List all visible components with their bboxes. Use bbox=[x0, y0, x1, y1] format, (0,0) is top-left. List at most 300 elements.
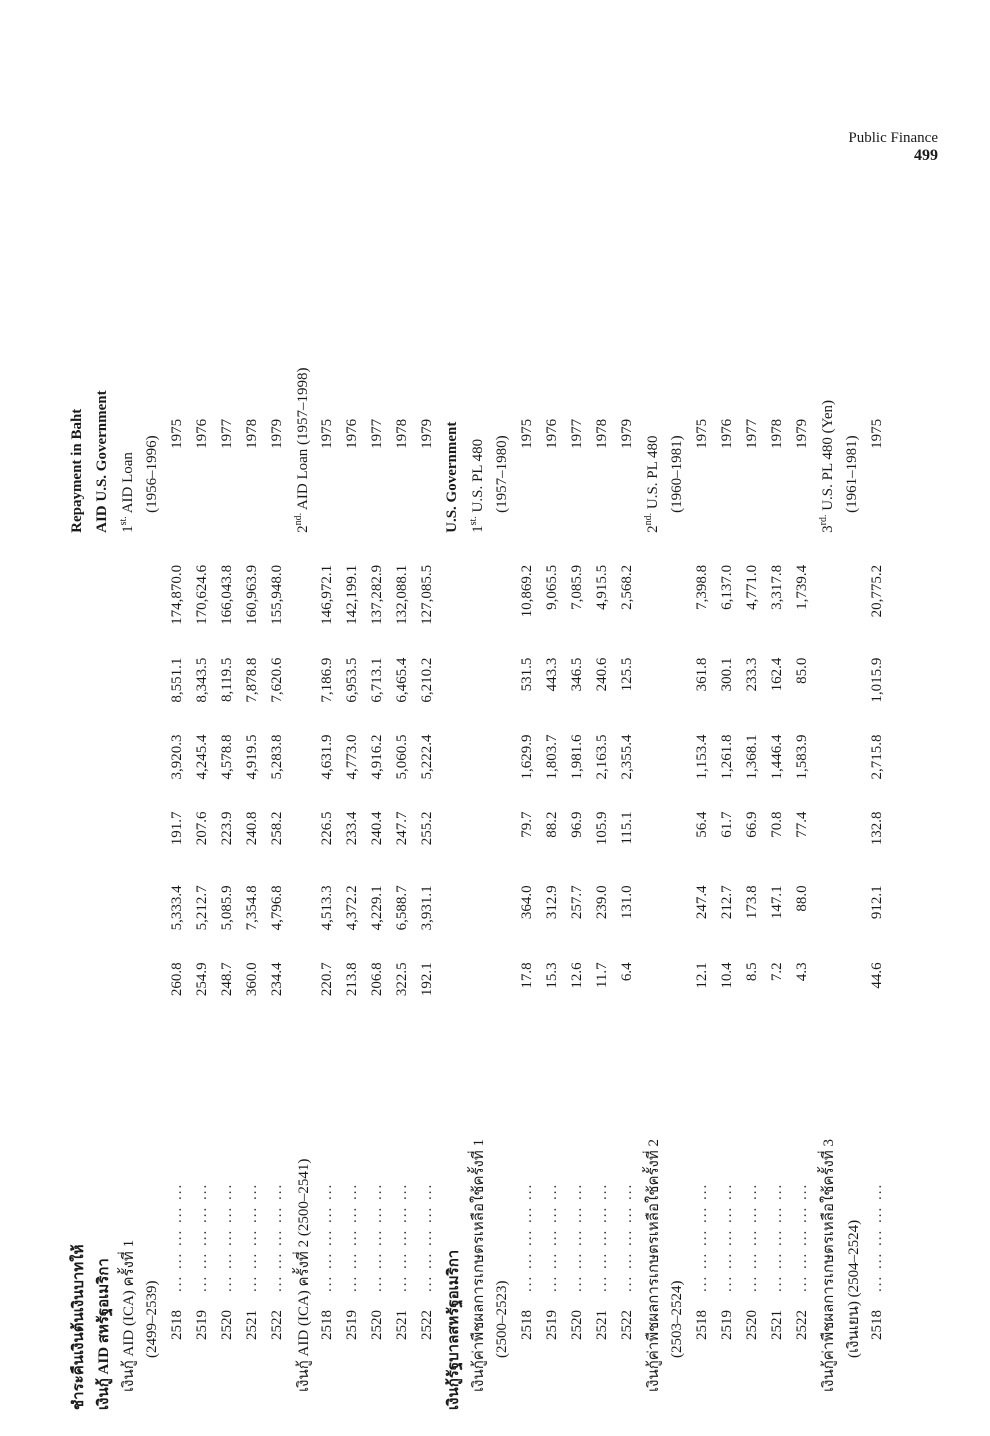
value-cell: 3,920.3 bbox=[169, 734, 185, 780]
value-cell: 77.4 bbox=[794, 811, 810, 838]
english-heading bbox=[140, 200, 165, 559]
leader-dots: ... ... ... ... ... bbox=[169, 1182, 185, 1292]
section-heading-row bbox=[815, 200, 840, 1420]
leader-dots: ... ... ... ... ... bbox=[269, 1182, 285, 1292]
value-cell: 132,088.1 bbox=[394, 564, 410, 625]
row-year-ad: 1977 bbox=[219, 418, 235, 449]
rotated-table-sheet bbox=[65, 200, 925, 1420]
empty-cell bbox=[290, 956, 315, 1030]
english-heading-text: (1956–1996) bbox=[144, 435, 160, 513]
value-cell: 5,060.5 bbox=[394, 734, 410, 780]
empty-cell bbox=[65, 805, 90, 879]
row-label bbox=[740, 1030, 765, 1420]
value-cell: 88.2 bbox=[544, 811, 560, 838]
value-cell: 10,869.2 bbox=[519, 564, 535, 618]
value-cell: 4,919.5 bbox=[244, 734, 260, 780]
value-cell: 255.2 bbox=[419, 811, 435, 846]
empty-cell bbox=[140, 879, 165, 956]
value-cell: 247.7 bbox=[394, 811, 410, 846]
row-label bbox=[715, 1030, 740, 1420]
row-year-ad: 1979 bbox=[619, 418, 635, 449]
value-cell: 4,915.5 bbox=[594, 564, 610, 610]
value-cell: 191.7 bbox=[169, 811, 185, 846]
empty-cell bbox=[290, 879, 315, 956]
repayment-table bbox=[65, 200, 890, 1420]
leader-dots: ... ... ... ... ... bbox=[369, 1182, 385, 1292]
empty-cell bbox=[90, 652, 115, 729]
empty-cell bbox=[440, 879, 465, 956]
leader-dots: ... ... ... ... ... bbox=[344, 1182, 360, 1292]
value-cell: 192.1 bbox=[419, 962, 435, 997]
value-cell: 105.9 bbox=[594, 811, 610, 846]
empty-cell bbox=[440, 805, 465, 879]
section-heading-row bbox=[640, 200, 665, 1420]
row-year-be: 2520 bbox=[744, 1310, 760, 1340]
table-row bbox=[790, 200, 815, 1420]
empty-cell bbox=[90, 559, 115, 652]
value-cell: 206.8 bbox=[369, 962, 385, 997]
table-row bbox=[540, 200, 565, 1420]
section-heading-row bbox=[140, 200, 165, 1420]
english-heading bbox=[490, 200, 515, 559]
empty-cell bbox=[140, 652, 165, 729]
row-label bbox=[790, 1030, 815, 1420]
value-cell: 56.4 bbox=[694, 811, 710, 838]
english-heading-text: 1 bbox=[120, 525, 136, 533]
empty-cell bbox=[490, 805, 515, 879]
row-year-ad: 1975 bbox=[694, 418, 710, 449]
table-row bbox=[865, 200, 890, 1420]
value-cell: 6,465.4 bbox=[394, 657, 410, 703]
ordinal-suffix: rd. bbox=[818, 514, 829, 526]
value-cell: 1,803.7 bbox=[544, 734, 560, 780]
empty-cell bbox=[640, 805, 665, 879]
value-cell: 132.8 bbox=[869, 811, 885, 846]
empty-cell bbox=[665, 879, 690, 956]
leader-dots: ... ... ... ... ... bbox=[419, 1182, 435, 1292]
empty-cell bbox=[290, 652, 315, 729]
table-row bbox=[390, 200, 415, 1420]
english-heading-rest: AID Loan (1957–1998) bbox=[295, 367, 311, 513]
section-heading-row bbox=[840, 200, 865, 1420]
empty-cell bbox=[140, 729, 165, 806]
english-heading bbox=[665, 200, 690, 559]
row-label bbox=[190, 1030, 215, 1420]
table-row bbox=[165, 200, 190, 1420]
table-row bbox=[615, 200, 640, 1420]
empty-cell bbox=[490, 559, 515, 652]
empty-cell bbox=[815, 879, 840, 956]
value-cell: 4,513.3 bbox=[319, 885, 335, 931]
english-heading-rest: U.S. PL 480 bbox=[470, 438, 486, 517]
value-cell: 6,588.7 bbox=[394, 885, 410, 931]
value-cell: 6,210.2 bbox=[419, 657, 435, 703]
value-cell: 346.5 bbox=[569, 657, 585, 692]
english-heading-text: 3 bbox=[820, 525, 836, 533]
row-label bbox=[540, 1030, 565, 1420]
thai-heading: เงินกู้ค่าพืชผลการเกษตรเหลือใช้ครั้งที่ 3 bbox=[820, 1138, 837, 1392]
empty-cell bbox=[290, 559, 315, 652]
table-row bbox=[565, 200, 590, 1420]
english-heading bbox=[290, 200, 315, 559]
value-cell: 1,153.4 bbox=[694, 734, 710, 780]
section-heading-row bbox=[65, 200, 90, 1420]
row-year-be: 2522 bbox=[794, 1310, 810, 1340]
value-cell: 240.8 bbox=[244, 811, 260, 846]
value-cell: 4,245.4 bbox=[194, 734, 210, 780]
value-cell: 300.1 bbox=[719, 657, 735, 692]
empty-cell bbox=[490, 729, 515, 806]
table-row bbox=[215, 200, 240, 1420]
row-label bbox=[215, 1030, 240, 1420]
row-label bbox=[340, 1030, 365, 1420]
row-year-be: 2518 bbox=[694, 1310, 710, 1340]
empty-cell bbox=[140, 956, 165, 1030]
row-year-ad: 1978 bbox=[244, 418, 260, 449]
thai-heading: (2499–2539) bbox=[144, 1280, 160, 1358]
empty-cell bbox=[465, 729, 490, 806]
leader-dots: ... ... ... ... ... bbox=[869, 1182, 885, 1292]
thai-heading: (เงินเยน) (2504–2524) bbox=[845, 1219, 862, 1358]
english-heading bbox=[465, 200, 490, 559]
table-row bbox=[190, 200, 215, 1420]
row-label bbox=[415, 1030, 440, 1420]
value-cell: 240.4 bbox=[369, 811, 385, 846]
empty-cell bbox=[65, 729, 90, 806]
row-year-ad: 1975 bbox=[869, 418, 885, 449]
empty-cell bbox=[440, 559, 465, 652]
row-year-be: 2522 bbox=[419, 1310, 435, 1340]
leader-dots: ... ... ... ... ... bbox=[519, 1182, 535, 1292]
table-row bbox=[340, 200, 365, 1420]
value-cell: 4,796.8 bbox=[269, 885, 285, 931]
empty-cell bbox=[465, 559, 490, 652]
value-cell: 85.0 bbox=[794, 657, 810, 684]
value-cell: 4,916.2 bbox=[369, 734, 385, 780]
value-cell: 3,317.8 bbox=[769, 564, 785, 610]
empty-cell bbox=[815, 559, 840, 652]
value-cell: 4.3 bbox=[794, 962, 810, 982]
empty-cell bbox=[115, 956, 140, 1030]
value-cell: 44.6 bbox=[869, 962, 885, 989]
row-year-be: 2520 bbox=[369, 1310, 385, 1340]
english-heading-text: AID U.S. Government bbox=[94, 390, 110, 533]
value-cell: 6,953.5 bbox=[344, 657, 360, 703]
row-year-be: 2519 bbox=[194, 1310, 210, 1340]
row-year-be: 2518 bbox=[869, 1310, 885, 1340]
value-cell: 360.0 bbox=[244, 962, 260, 997]
empty-cell bbox=[90, 729, 115, 806]
row-year-ad: 1979 bbox=[419, 418, 435, 449]
value-cell: 223.9 bbox=[219, 811, 235, 846]
row-label bbox=[590, 1030, 615, 1420]
value-cell: 20,775.2 bbox=[869, 564, 885, 618]
section-title: Public Finance bbox=[848, 130, 938, 146]
row-year-be: 2521 bbox=[769, 1310, 785, 1340]
row-label bbox=[765, 1030, 790, 1420]
english-heading bbox=[115, 200, 140, 559]
value-cell: 3,931.1 bbox=[419, 885, 435, 931]
empty-cell bbox=[140, 805, 165, 879]
empty-cell bbox=[815, 729, 840, 806]
row-year-ad: 1976 bbox=[194, 418, 210, 449]
empty-cell bbox=[440, 956, 465, 1030]
table-row bbox=[315, 200, 340, 1420]
value-cell: 1,446.4 bbox=[769, 734, 785, 780]
row-label bbox=[565, 1030, 590, 1420]
value-cell: 166,043.8 bbox=[219, 564, 235, 625]
value-cell: 11.7 bbox=[594, 962, 610, 989]
leader-dots: ... ... ... ... ... bbox=[619, 1182, 635, 1292]
empty-cell bbox=[815, 805, 840, 879]
row-year-ad: 1977 bbox=[744, 418, 760, 449]
page-number: 499 bbox=[914, 147, 938, 165]
row-label bbox=[165, 1030, 190, 1420]
value-cell: 5,222.4 bbox=[419, 734, 435, 780]
value-cell: 443.3 bbox=[544, 657, 560, 692]
value-cell: 2,715.8 bbox=[869, 734, 885, 780]
ordinal-suffix: nd. bbox=[293, 512, 304, 526]
value-cell: 531.5 bbox=[519, 657, 535, 692]
row-year-ad: 1976 bbox=[719, 418, 735, 449]
empty-cell bbox=[640, 879, 665, 956]
english-heading-text: 2 bbox=[295, 525, 311, 533]
empty-cell bbox=[115, 729, 140, 806]
value-cell: 88.0 bbox=[794, 885, 810, 912]
value-cell: 1,583.9 bbox=[794, 734, 810, 780]
table-row bbox=[740, 200, 765, 1420]
row-year-ad: 1976 bbox=[344, 418, 360, 449]
value-cell: 1,015.9 bbox=[869, 657, 885, 703]
table-row bbox=[515, 200, 540, 1420]
table-body bbox=[65, 200, 890, 1420]
value-cell: 2,355.4 bbox=[619, 734, 635, 780]
row-label bbox=[690, 1030, 715, 1420]
english-heading-text: (1957–1980) bbox=[494, 435, 510, 513]
section-heading-row bbox=[465, 200, 490, 1420]
value-cell: 6.4 bbox=[619, 962, 635, 982]
value-cell: 4,631.9 bbox=[319, 734, 335, 780]
row-year-ad: 1975 bbox=[519, 418, 535, 449]
empty-cell bbox=[490, 956, 515, 1030]
value-cell: 322.5 bbox=[394, 962, 410, 997]
row-year-be: 2518 bbox=[519, 1310, 535, 1340]
table-row bbox=[690, 200, 715, 1420]
value-cell: 254.9 bbox=[194, 962, 210, 997]
leader-dots: ... ... ... ... ... bbox=[244, 1182, 260, 1292]
value-cell: 1,368.1 bbox=[744, 734, 760, 780]
leader-dots: ... ... ... ... ... bbox=[769, 1182, 785, 1292]
row-label bbox=[515, 1030, 540, 1420]
leader-dots: ... ... ... ... ... bbox=[744, 1182, 760, 1292]
english-heading-text: (1961–1981) bbox=[844, 435, 860, 513]
value-cell: 8,119.5 bbox=[219, 657, 235, 703]
row-year-ad: 1976 bbox=[544, 418, 560, 449]
value-cell: 248.7 bbox=[219, 962, 235, 997]
value-cell: 4,372.2 bbox=[344, 885, 360, 931]
empty-cell bbox=[640, 652, 665, 729]
row-year-be: 2521 bbox=[244, 1310, 260, 1340]
leader-dots: ... ... ... ... ... bbox=[694, 1182, 710, 1292]
english-heading-text: Repayment in Baht bbox=[69, 408, 85, 533]
value-cell: 226.5 bbox=[319, 811, 335, 846]
empty-cell bbox=[140, 559, 165, 652]
empty-cell bbox=[490, 652, 515, 729]
empty-cell bbox=[465, 652, 490, 729]
value-cell: 96.9 bbox=[569, 811, 585, 838]
row-year-ad: 1978 bbox=[394, 418, 410, 449]
value-cell: 174,870.0 bbox=[169, 564, 185, 625]
value-cell: 912.1 bbox=[869, 885, 885, 920]
english-heading-rest: U.S. PL 480 (Yen) bbox=[820, 399, 836, 515]
row-year-be: 2522 bbox=[619, 1310, 635, 1340]
empty-cell bbox=[840, 559, 865, 652]
empty-cell bbox=[465, 956, 490, 1030]
value-cell: 6,713.1 bbox=[369, 657, 385, 703]
leader-dots: ... ... ... ... ... bbox=[319, 1182, 335, 1292]
empty-cell bbox=[290, 805, 315, 879]
empty-cell bbox=[90, 805, 115, 879]
table-row bbox=[240, 200, 265, 1420]
value-cell: 10.4 bbox=[719, 962, 735, 989]
empty-cell bbox=[840, 879, 865, 956]
value-cell: 12.6 bbox=[569, 962, 585, 989]
english-heading-text: U.S. Government bbox=[444, 421, 460, 533]
empty-cell bbox=[65, 652, 90, 729]
section-heading-row bbox=[490, 200, 515, 1420]
row-label bbox=[390, 1030, 415, 1420]
row-year-be: 2519 bbox=[544, 1310, 560, 1340]
value-cell: 173.8 bbox=[744, 885, 760, 920]
thai-heading: (2503–2524) bbox=[669, 1280, 685, 1358]
section-heading-row bbox=[115, 200, 140, 1420]
value-cell: 160,963.9 bbox=[244, 564, 260, 625]
row-year-be: 2518 bbox=[169, 1310, 185, 1340]
english-heading bbox=[640, 200, 665, 559]
row-year-ad: 1977 bbox=[369, 418, 385, 449]
empty-cell bbox=[815, 652, 840, 729]
empty-cell bbox=[290, 729, 315, 806]
empty-cell bbox=[65, 879, 90, 956]
value-cell: 131.0 bbox=[619, 885, 635, 920]
empty-cell bbox=[490, 879, 515, 956]
value-cell: 4,578.8 bbox=[219, 734, 235, 780]
thai-heading: เงินกู้ค่าพืชผลการเกษตรเหลือใช้ครั้งที่ 2 bbox=[645, 1138, 662, 1392]
section-heading-row bbox=[290, 200, 315, 1420]
empty-cell bbox=[665, 652, 690, 729]
empty-cell bbox=[65, 559, 90, 652]
value-cell: 9,065.5 bbox=[544, 564, 560, 610]
value-cell: 220.7 bbox=[319, 962, 335, 997]
value-cell: 257.7 bbox=[569, 885, 585, 920]
value-cell: 233.4 bbox=[344, 811, 360, 846]
english-heading-rest: AID Loan bbox=[120, 452, 136, 517]
empty-cell bbox=[640, 729, 665, 806]
empty-cell bbox=[665, 559, 690, 652]
value-cell: 5,333.4 bbox=[169, 885, 185, 931]
row-year-be: 2521 bbox=[394, 1310, 410, 1340]
value-cell: 8.5 bbox=[744, 962, 760, 982]
section-heading-row bbox=[90, 200, 115, 1420]
english-heading bbox=[815, 200, 840, 559]
row-year-ad: 1975 bbox=[319, 418, 335, 449]
empty-cell bbox=[115, 805, 140, 879]
value-cell: 15.3 bbox=[544, 962, 560, 989]
value-cell: 70.8 bbox=[769, 811, 785, 838]
value-cell: 127,085.5 bbox=[419, 564, 435, 625]
thai-heading: เงินกู้ AID สหรัฐอเมริกา bbox=[95, 1258, 112, 1410]
english-heading-text: 1 bbox=[470, 525, 486, 533]
value-cell: 212.7 bbox=[719, 885, 735, 920]
ordinal-suffix: nd. bbox=[643, 512, 654, 526]
english-heading bbox=[840, 200, 865, 559]
row-label bbox=[365, 1030, 390, 1420]
value-cell: 247.4 bbox=[694, 885, 710, 920]
value-cell: 1,739.4 bbox=[794, 564, 810, 610]
row-year-ad: 1977 bbox=[569, 418, 585, 449]
row-year-be: 2520 bbox=[219, 1310, 235, 1340]
value-cell: 8,343.5 bbox=[194, 657, 210, 703]
empty-cell bbox=[840, 956, 865, 1030]
value-cell: 312.9 bbox=[544, 885, 560, 920]
leader-dots: ... ... ... ... ... bbox=[394, 1182, 410, 1292]
table-row bbox=[715, 200, 740, 1420]
value-cell: 364.0 bbox=[519, 885, 535, 920]
value-cell: 1,629.9 bbox=[519, 734, 535, 780]
row-year-ad: 1978 bbox=[769, 418, 785, 449]
page-header bbox=[848, 130, 938, 166]
row-year-be: 2519 bbox=[719, 1310, 735, 1340]
empty-cell bbox=[115, 559, 140, 652]
value-cell: 7,398.8 bbox=[694, 564, 710, 610]
leader-dots: ... ... ... ... ... bbox=[219, 1182, 235, 1292]
value-cell: 361.8 bbox=[694, 657, 710, 692]
empty-cell bbox=[90, 879, 115, 956]
thai-heading: เงินกู้ค่าพืชผลการเกษตรเหลือใช้ครั้งที่ 1 bbox=[470, 1138, 487, 1392]
row-year-ad: 1979 bbox=[269, 418, 285, 449]
english-heading bbox=[440, 200, 465, 559]
thai-heading: เงินกู้ AID (ICA) ครั้งที่ 2 (2500–2541) bbox=[295, 1158, 312, 1392]
english-heading bbox=[65, 200, 90, 559]
row-year-ad: 1978 bbox=[594, 418, 610, 449]
value-cell: 162.4 bbox=[769, 657, 785, 692]
leader-dots: ... ... ... ... ... bbox=[719, 1182, 735, 1292]
ordinal-suffix: st. bbox=[118, 516, 129, 526]
english-heading-text: 2 bbox=[645, 525, 661, 533]
row-label bbox=[615, 1030, 640, 1420]
section-heading-row bbox=[440, 200, 465, 1420]
empty-cell bbox=[665, 805, 690, 879]
value-cell: 1,981.6 bbox=[569, 734, 585, 780]
value-cell: 1,261.8 bbox=[719, 734, 735, 780]
row-label bbox=[265, 1030, 290, 1420]
empty-cell bbox=[115, 879, 140, 956]
table-row bbox=[590, 200, 615, 1420]
row-label bbox=[865, 1030, 890, 1420]
value-cell: 6,137.0 bbox=[719, 564, 735, 610]
row-year-be: 2518 bbox=[319, 1310, 335, 1340]
value-cell: 233.3 bbox=[744, 657, 760, 692]
english-heading bbox=[90, 200, 115, 559]
value-cell: 2,568.2 bbox=[619, 564, 635, 610]
value-cell: 170,624.6 bbox=[194, 564, 210, 625]
value-cell: 2,163.5 bbox=[594, 734, 610, 780]
value-cell: 7.2 bbox=[769, 962, 785, 982]
thai-heading: (2500–2523) bbox=[494, 1280, 510, 1358]
value-cell: 8,551.1 bbox=[169, 657, 185, 703]
row-year-ad: 1975 bbox=[169, 418, 185, 449]
empty-cell bbox=[665, 956, 690, 1030]
